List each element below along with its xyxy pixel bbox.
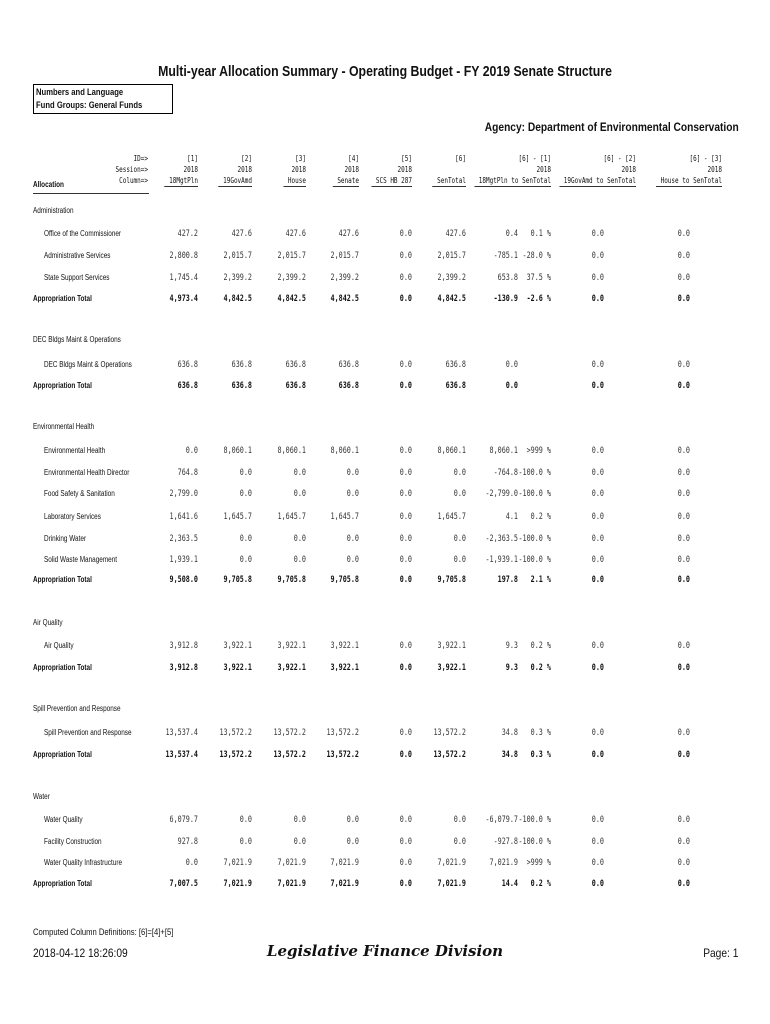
cell-value: 0.0 <box>185 858 198 868</box>
cell-value: 636.8 <box>285 360 306 370</box>
header-col-9 <box>181 153 723 187</box>
header-col-name: 18MgtPln <box>165 175 198 187</box>
cell-value: 8,060.1 <box>489 446 518 456</box>
total-value: 34.8 <box>501 750 518 760</box>
header-col-id: [1] <box>187 154 198 163</box>
header-column-label: Column=> <box>119 176 148 185</box>
page-number: Page: 1 <box>702 946 738 960</box>
cell-value: 0.0 <box>239 489 252 499</box>
row-label: DEC Bldgs Maint & Operations <box>44 360 132 369</box>
cell-value: 13,572.2 <box>433 728 466 738</box>
cell-value: 653.8 <box>497 273 518 283</box>
page-title: Multi-year Allocation Summary - Operating Budget - FY 2019 Senate Structure <box>158 63 612 80</box>
row-label: Facility Construction <box>44 837 102 846</box>
cell-value: 0.0 <box>239 468 252 478</box>
total-value: 7,021.9 <box>437 879 466 889</box>
cell-value: 0.0 <box>399 489 412 499</box>
cell-value: 7,021.9 <box>277 858 306 868</box>
organization-name: Legislative Finance Division <box>266 942 504 960</box>
row-label: Water Quality <box>44 815 83 824</box>
row-label: Water Quality Infrastructure <box>44 858 123 867</box>
cell-value: 2,399.2 <box>277 273 306 283</box>
cell-value: -2,799.0 <box>485 489 518 499</box>
filter-line-1: Numbers and Language <box>36 87 124 97</box>
cell-value: 0.0 <box>239 555 252 565</box>
total-value: 9,705.8 <box>277 575 306 585</box>
cell-value: 636.8 <box>231 360 252 370</box>
cell-value: -764.8 <box>493 468 518 478</box>
cell-value: 0.0 <box>591 489 604 499</box>
cell-value: 0.0 <box>677 555 690 565</box>
total-value: 9,705.8 <box>330 575 359 585</box>
cell-value: 0.0 <box>453 837 466 847</box>
header-col-id: [6] - [3] <box>689 154 722 163</box>
cell-value: 2,399.2 <box>330 273 359 283</box>
total-value: 7,021.9 <box>330 879 359 889</box>
cell-value: 0.0 <box>293 489 306 499</box>
cell-value: 0.0 <box>677 446 690 456</box>
cell-value: 0.0 <box>399 534 412 544</box>
total-value: 7,007.5 <box>169 879 198 889</box>
cell-value: 0.0 <box>591 837 604 847</box>
cell-value: 0.0 <box>591 858 604 868</box>
header-divider <box>33 193 149 194</box>
cell-value: 6,079.7 <box>169 815 198 825</box>
total-value: 3,922.1 <box>223 663 252 673</box>
header-col-name: Senate <box>333 175 359 187</box>
cell-value: -2,363.5 <box>485 534 518 544</box>
appropriation-total-label: Appropriation Total <box>33 879 92 888</box>
cell-value: 3,912.8 <box>169 641 198 651</box>
cell-value: 0.0 <box>591 360 604 370</box>
cell-value: 1,645.7 <box>223 512 252 522</box>
cell-value: 0.0 <box>677 641 690 651</box>
cell-value: 2,015.7 <box>330 251 359 261</box>
cell-value: 0.0 <box>591 229 604 239</box>
cell-value: 0.0 <box>399 641 412 651</box>
cell-value: 0.0 <box>293 534 306 544</box>
cell-value: 0.0 <box>346 837 359 847</box>
total-value: 4,842.5 <box>223 294 252 304</box>
cell-value: 1,939.1 <box>169 555 198 565</box>
total-value: 7,021.9 <box>223 879 252 889</box>
total-value: 2.1 % <box>530 575 551 585</box>
appropriation-total-label: Appropriation Total <box>33 381 92 390</box>
section-title: Spill Prevention and Response <box>33 704 121 713</box>
cell-value: 0.0 <box>677 512 690 522</box>
appropriation-total-label: Appropriation Total <box>33 663 92 672</box>
cell-value: 13,537.4 <box>165 728 198 738</box>
cell-value: 0.0 <box>505 360 518 370</box>
total-value: 0.0 <box>591 294 604 304</box>
cell-value: 1,645.7 <box>277 512 306 522</box>
header-col-id: [2] <box>241 154 252 163</box>
header-col-name: House to SenTotal <box>656 175 722 187</box>
cell-value: 0.0 <box>677 229 690 239</box>
cell-value: 7,021.9 <box>330 858 359 868</box>
cell-value: 636.8 <box>338 360 359 370</box>
cell-value: 0.0 <box>591 251 604 261</box>
section-title: DEC Bldgs Maint & Operations <box>33 335 121 344</box>
cell-value: 7,021.9 <box>489 858 518 868</box>
section-title: Water <box>33 792 50 801</box>
total-value: 4,973.4 <box>169 294 198 304</box>
cell-value: 427.6 <box>231 229 252 239</box>
header-col-id: [6] - [1] <box>518 154 551 163</box>
cell-value: 636.8 <box>177 360 198 370</box>
cell-value: 13,572.2 <box>326 728 359 738</box>
cell-value: 0.0 <box>453 468 466 478</box>
header-allocation-label: Allocation <box>33 180 64 189</box>
cell-value: 0.0 <box>677 815 690 825</box>
cell-value: 0.0 <box>453 489 466 499</box>
total-value: 0.0 <box>399 294 412 304</box>
cell-value: -1,939.1 <box>485 555 518 565</box>
filter-line-2: Fund Groups: General Funds <box>36 100 143 110</box>
cell-value: 2,015.7 <box>437 251 466 261</box>
cell-value: 0.0 <box>399 858 412 868</box>
cell-value: 3,922.1 <box>223 641 252 651</box>
cell-value: 0.0 <box>677 251 690 261</box>
appropriation-total-label: Appropriation Total <box>33 575 92 584</box>
total-value: 0.0 <box>591 663 604 673</box>
header-col-session: 2018 <box>536 165 551 174</box>
cell-value: 7,021.9 <box>437 858 466 868</box>
computed-column-definitions: Computed Column Definitions: [6]=[4]+[5] <box>33 927 174 937</box>
cell-value: -100.0 % <box>518 555 551 565</box>
cell-value: 0.0 <box>677 534 690 544</box>
cell-value: 8,060.1 <box>437 446 466 456</box>
total-value: 0.0 <box>591 879 604 889</box>
total-value: 9,705.8 <box>223 575 252 585</box>
cell-value: 0.0 <box>591 641 604 651</box>
filter-box <box>33 84 173 114</box>
row-label: Food Safety & Sanitation <box>44 489 115 498</box>
appropriation-total-label: Appropriation Total <box>33 294 92 303</box>
cell-value: 0.0 <box>591 728 604 738</box>
cell-value: 0.0 <box>399 251 412 261</box>
cell-value: 0.0 <box>399 728 412 738</box>
total-value: 636.8 <box>285 381 306 391</box>
total-value: 0.0 <box>399 575 412 585</box>
cell-value: 0.0 <box>591 468 604 478</box>
row-label: Administrative Services <box>44 251 111 260</box>
row-label: Solid Waste Management <box>44 555 118 564</box>
cell-value: -100.0 % <box>518 534 551 544</box>
cell-value: 8,060.1 <box>223 446 252 456</box>
cell-value: 8,060.1 <box>277 446 306 456</box>
total-value: 636.8 <box>177 381 198 391</box>
cell-value: 0.0 <box>346 555 359 565</box>
cell-value: 0.0 <box>346 815 359 825</box>
cell-value: 0.0 <box>677 728 690 738</box>
cell-value: 0.0 <box>399 446 412 456</box>
cell-value: 764.8 <box>177 468 198 478</box>
total-value: 0.2 % <box>530 663 551 673</box>
cell-value: -100.0 % <box>518 837 551 847</box>
cell-value: 0.3 % <box>530 728 551 738</box>
cell-value: 1,641.6 <box>169 512 198 522</box>
cell-value: 0.0 <box>293 837 306 847</box>
header-col-id: [6] <box>455 154 466 163</box>
total-value: 0.0 <box>677 381 690 391</box>
cell-value: 2,363.5 <box>169 534 198 544</box>
total-value: 636.8 <box>338 381 359 391</box>
total-value: 14.4 <box>501 879 518 889</box>
cell-value: 7,021.9 <box>223 858 252 868</box>
total-value: 0.0 <box>399 381 412 391</box>
total-value: 9,508.0 <box>169 575 198 585</box>
cell-value: 4.1 <box>505 512 518 522</box>
cell-value: 2,015.7 <box>223 251 252 261</box>
total-value: 4,842.5 <box>330 294 359 304</box>
cell-value: 636.8 <box>445 360 466 370</box>
header-id-label: ID=> <box>133 154 148 163</box>
total-value: 0.0 <box>677 663 690 673</box>
cell-value: 0.0 <box>399 555 412 565</box>
header-col-name: SCS HB 287 <box>371 175 412 187</box>
row-label: Laboratory Services <box>44 512 101 521</box>
total-value: 0.0 <box>399 750 412 760</box>
cell-value: 13,572.2 <box>219 728 252 738</box>
cell-value: 1,645.7 <box>330 512 359 522</box>
cell-value: 0.0 <box>293 555 306 565</box>
cell-value: 0.0 <box>591 273 604 283</box>
total-value: 0.0 <box>591 381 604 391</box>
cell-value: 1,745.4 <box>169 273 198 283</box>
cell-value: -785.1 <box>493 251 518 261</box>
cell-value: 0.0 <box>399 837 412 847</box>
cell-value: 0.0 <box>399 468 412 478</box>
header-col-id: [6] - [2] <box>603 154 636 163</box>
total-value: 0.3 % <box>530 750 551 760</box>
cell-value: 427.6 <box>285 229 306 239</box>
cell-value: 427.2 <box>177 229 198 239</box>
cell-value: 2,799.0 <box>169 489 198 499</box>
total-value: 13,572.2 <box>326 750 359 760</box>
header-col-session: 2018 <box>621 165 636 174</box>
report-timestamp: 2018-04-12 18:26:09 <box>33 946 128 960</box>
total-value: 3,922.1 <box>330 663 359 673</box>
cell-value: -927.8 <box>493 837 518 847</box>
cell-value: 0.0 <box>399 360 412 370</box>
cell-value: 0.0 <box>399 229 412 239</box>
header-col-name: 19GovAmd to SenTotal <box>559 175 636 187</box>
header-session-label: Session=> <box>115 165 148 174</box>
cell-value: 0.0 <box>591 512 604 522</box>
total-value: 13,572.2 <box>433 750 466 760</box>
total-value: 636.8 <box>231 381 252 391</box>
cell-value: 0.0 <box>591 815 604 825</box>
cell-value: 8,060.1 <box>330 446 359 456</box>
cell-value: 0.0 <box>677 273 690 283</box>
cell-value: >999 % <box>526 858 551 868</box>
total-value: 0.0 <box>399 879 412 889</box>
cell-value: 0.0 <box>677 489 690 499</box>
cell-value: 427.6 <box>445 229 466 239</box>
total-value: 0.0 <box>399 663 412 673</box>
cell-value: 0.0 <box>239 534 252 544</box>
header-col-name: 19GovAmd <box>219 175 252 187</box>
total-value: 197.8 <box>497 575 518 585</box>
header-col-session: 2018 <box>707 165 722 174</box>
agency-label: Agency: Department of Environmental Conservation <box>485 120 739 134</box>
cell-value: 3,922.1 <box>437 641 466 651</box>
cell-value: 2,399.2 <box>437 273 466 283</box>
cell-value: -100.0 % <box>518 815 551 825</box>
cell-value: 0.1 % <box>530 229 551 239</box>
total-value: 9,705.8 <box>437 575 466 585</box>
total-value: 0.0 <box>677 879 690 889</box>
cell-value: 0.0 <box>591 446 604 456</box>
header-col-name: House <box>283 175 306 187</box>
total-value: 0.0 <box>591 575 604 585</box>
cell-value: 2,800.8 <box>169 251 198 261</box>
cell-value: 0.0 <box>346 534 359 544</box>
cell-value: 0.0 <box>399 512 412 522</box>
cell-value: 0.0 <box>453 815 466 825</box>
header-col-id: [4] <box>348 154 359 163</box>
row-label: Environmental Health Director <box>44 468 130 477</box>
cell-value: 3,922.1 <box>277 641 306 651</box>
cell-value: 0.0 <box>399 815 412 825</box>
total-value: 0.0 <box>677 750 690 760</box>
total-value: 4,842.5 <box>437 294 466 304</box>
total-value: -2.6 % <box>526 294 551 304</box>
cell-value: 0.0 <box>453 534 466 544</box>
cell-value: 927.8 <box>177 837 198 847</box>
cell-value: -100.0 % <box>518 489 551 499</box>
header-col-id: [3] <box>295 154 306 163</box>
cell-value: 1,645.7 <box>437 512 466 522</box>
cell-value: 0.0 <box>677 837 690 847</box>
total-value: 3,922.1 <box>437 663 466 673</box>
cell-value: 0.0 <box>239 837 252 847</box>
cell-value: 0.0 <box>677 360 690 370</box>
header-col-session: 2018 <box>183 165 198 174</box>
cell-value: 37.5 % <box>526 273 551 283</box>
cell-value: 0.0 <box>346 468 359 478</box>
cell-value: -6,079.7 <box>485 815 518 825</box>
total-value: 636.8 <box>445 381 466 391</box>
cell-value: 2,015.7 <box>277 251 306 261</box>
cell-value: 0.0 <box>591 534 604 544</box>
cell-value: -28.0 % <box>522 251 551 261</box>
cell-value: >999 % <box>526 446 551 456</box>
cell-value: 0.0 <box>677 858 690 868</box>
cell-value: 0.0 <box>346 489 359 499</box>
cell-value: 3,922.1 <box>330 641 359 651</box>
cell-value: 0.0 <box>293 815 306 825</box>
total-value: 9.3 <box>505 663 518 673</box>
header-col-session: 2018 <box>397 165 412 174</box>
cell-value: 0.0 <box>399 273 412 283</box>
total-value: 0.0 <box>591 750 604 760</box>
cell-value: 0.0 <box>185 446 198 456</box>
total-value: 0.2 % <box>530 879 551 889</box>
row-label: Spill Prevention and Response <box>44 728 132 737</box>
cell-value: 0.2 % <box>530 512 551 522</box>
header-col-id: [5] <box>401 154 412 163</box>
total-value: 3,922.1 <box>277 663 306 673</box>
cell-value: 0.0 <box>293 468 306 478</box>
header-col-name: 18MgtPln to SenTotal <box>474 175 551 187</box>
total-value: 7,021.9 <box>277 879 306 889</box>
cell-value: 0.0 <box>453 555 466 565</box>
total-value: 13,572.2 <box>273 750 306 760</box>
total-value: 13,572.2 <box>219 750 252 760</box>
cell-value: 427.6 <box>338 229 359 239</box>
total-value: 0.0 <box>677 294 690 304</box>
header-col-session: 2018 <box>344 165 359 174</box>
total-value: 3,912.8 <box>169 663 198 673</box>
row-label: Office of the Commissioner <box>44 229 122 238</box>
row-label: Environmental Health <box>44 446 106 455</box>
header-col-session: 2018 <box>291 165 306 174</box>
total-value: 13,537.4 <box>165 750 198 760</box>
cell-value: 2,399.2 <box>223 273 252 283</box>
cell-value: 0.4 <box>505 229 518 239</box>
header-col-name: SenTotal <box>433 175 466 187</box>
appropriation-total-label: Appropriation Total <box>33 750 92 759</box>
header-col-session: 2018 <box>237 165 252 174</box>
total-value: 4,842.5 <box>277 294 306 304</box>
cell-value: 9.3 <box>505 641 518 651</box>
section-title: Air Quality <box>33 618 63 627</box>
cell-value: 0.0 <box>591 555 604 565</box>
cell-value: 0.2 % <box>530 641 551 651</box>
section-title: Administration <box>33 206 74 215</box>
total-value: -130.9 <box>493 294 518 304</box>
total-value: 0.0 <box>677 575 690 585</box>
cell-value: 0.0 <box>677 468 690 478</box>
row-label: State Support Services <box>44 273 110 282</box>
row-label: Drinking Water <box>44 534 87 543</box>
row-label: Air Quality <box>44 641 74 650</box>
cell-value: 34.8 <box>501 728 518 738</box>
cell-value: 0.0 <box>239 815 252 825</box>
section-title: Environmental Health <box>33 422 95 431</box>
cell-value: -100.0 % <box>518 468 551 478</box>
cell-value: 13,572.2 <box>273 728 306 738</box>
total-value: 0.0 <box>505 381 518 391</box>
